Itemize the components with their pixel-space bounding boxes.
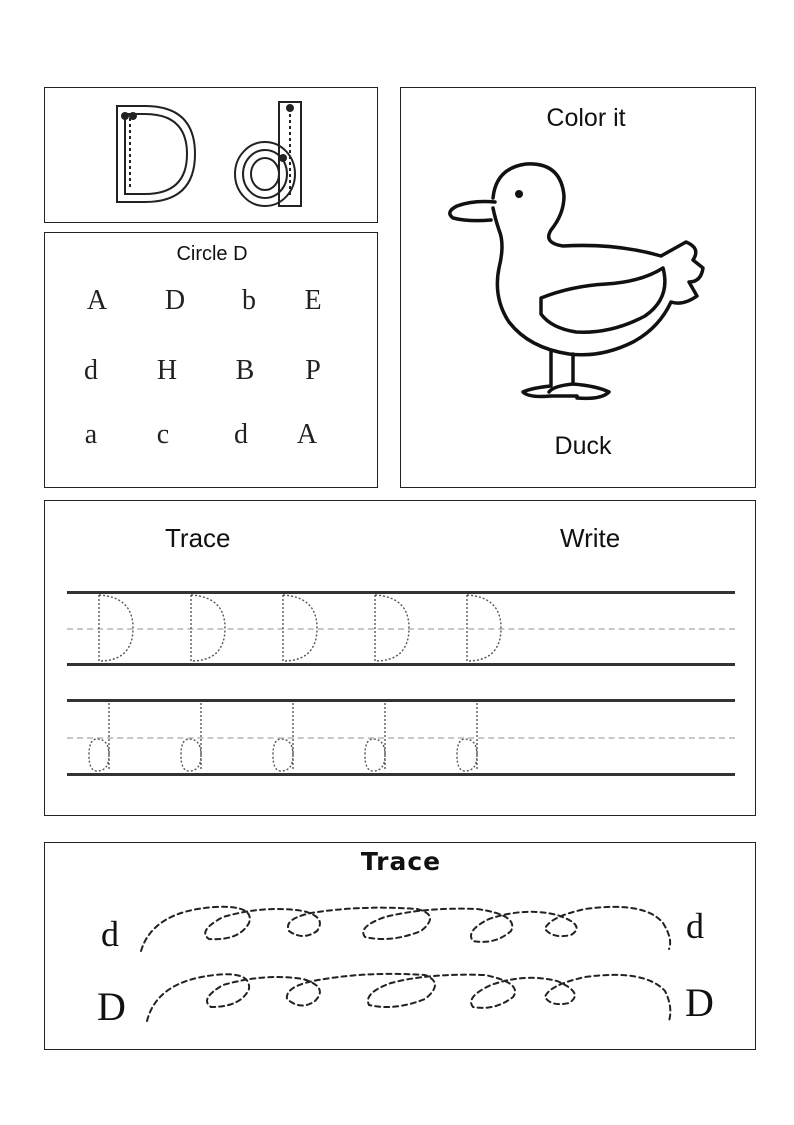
loop-trace-box bbox=[44, 842, 756, 1050]
letter-option[interactable]: H bbox=[156, 355, 178, 386]
letter-option[interactable]: E bbox=[304, 285, 322, 316]
trace-upper-d[interactable] bbox=[283, 595, 317, 661]
trace-label: Trace bbox=[165, 523, 231, 553]
letter-option[interactable]: P bbox=[305, 355, 321, 386]
row2-left-letter: D bbox=[97, 984, 126, 1029]
trace-lower-d[interactable] bbox=[273, 703, 293, 771]
trace-lower-d[interactable] bbox=[181, 703, 201, 771]
letter-option[interactable]: A bbox=[296, 419, 318, 450]
row1-left-letter: d bbox=[101, 914, 119, 954]
trace-upper-d[interactable] bbox=[467, 595, 501, 661]
row1-right-letter: d bbox=[686, 906, 704, 946]
picture-caption: Duck bbox=[554, 432, 612, 460]
letter-option[interactable]: a bbox=[84, 419, 98, 450]
outlined-letter-d-icon bbox=[45, 88, 379, 224]
trace-write-box bbox=[44, 500, 756, 816]
trace-lower-d[interactable] bbox=[457, 703, 477, 771]
letter-option[interactable]: c bbox=[156, 419, 170, 450]
loop-trace-paths[interactable] bbox=[45, 843, 757, 1051]
letter-option[interactable]: d bbox=[84, 355, 98, 386]
trace-upper-d[interactable] bbox=[191, 595, 225, 661]
letter-option[interactable]: A bbox=[86, 285, 108, 316]
row2-right-letter: D bbox=[685, 980, 714, 1025]
trace-upper-d[interactable] bbox=[99, 595, 133, 661]
color-title: Color it bbox=[546, 104, 626, 132]
duck-icon[interactable] bbox=[401, 148, 757, 448]
color-it-box bbox=[400, 87, 756, 488]
letter-option[interactable]: b bbox=[242, 285, 256, 316]
trace-lower-d[interactable] bbox=[89, 703, 109, 771]
letter-option[interactable]: D bbox=[164, 285, 186, 316]
letter-display-box bbox=[44, 87, 378, 223]
trace-upper-d[interactable] bbox=[375, 595, 409, 661]
circle-title: Circle D bbox=[176, 243, 248, 265]
trace-letters bbox=[45, 501, 757, 817]
loop-trace-title: Trace bbox=[360, 847, 442, 876]
letter-option[interactable]: d bbox=[234, 419, 248, 450]
letter-option[interactable]: B bbox=[235, 355, 255, 386]
trace-lower-d[interactable] bbox=[365, 703, 385, 771]
write-label: Write bbox=[560, 523, 621, 553]
circle-letter-box bbox=[44, 232, 378, 488]
